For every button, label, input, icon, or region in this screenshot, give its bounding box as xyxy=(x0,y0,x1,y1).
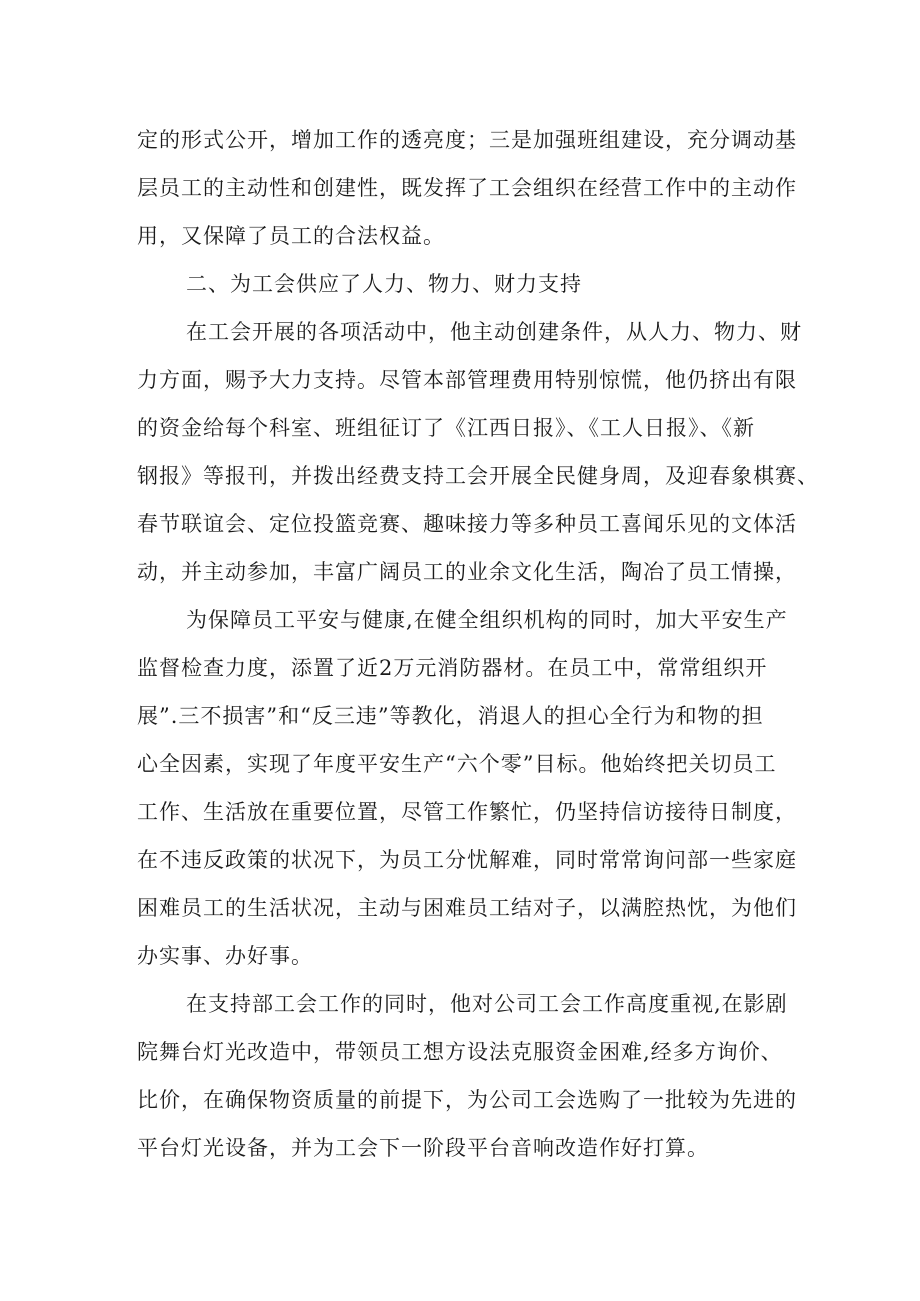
text-line: 困难员工的生活状况，主动与困难员工结对子，以满腔热忱，为他们 xyxy=(137,896,797,920)
text-line: 院舞台灯光改造中，带领员工想方设法克服资金困难,经多方询价、 xyxy=(137,1040,783,1064)
text-line: 定的形式公开，增加工作的透亮度；三是加强班组建设，充分调动基 xyxy=(137,128,797,152)
text-line: 钢报》等报刊，并拨出经费支持工会开展全民健身周，及迎春象棋赛、 xyxy=(137,464,819,488)
text-line: 在支持部工会工作的同时，他对公司工会工作高度重视,在影剧 xyxy=(186,992,788,1016)
text-line: 办实事、办好事。 xyxy=(137,944,313,968)
text-line: 春节联谊会、定位投篮竞赛、趣味接力等多种员工喜闻乐见的文体活 xyxy=(137,512,797,536)
text-line: 为保障员工平安与健康,在健全组织机构的同时，加大平安生产 xyxy=(186,608,788,632)
text-line: 用，又保障了员工的合法权益。 xyxy=(137,224,445,248)
text-line: 展”.三不损害”和“反三违”等教化，消退人的担心全行为和物的担 xyxy=(137,704,764,728)
text-line: 的资金给每个科室、班组征订了《江西日报》、《工人日报》、《新 xyxy=(137,416,755,440)
text-line: 监督检查力度，添置了近2万元消防器材。在员工中，常常组织开 xyxy=(137,656,768,680)
text-line: 工作、生活放在重要位置，尽管工作繁忙，仍坚持信访接待日制度， xyxy=(137,800,797,824)
text-line: 平台灯光设备，并为工会下一阶段平台音响改造作好打算。 xyxy=(137,1136,709,1160)
section-heading: 二、为工会供应了人力、物力、财力支持 xyxy=(186,272,582,296)
text-line: 心全因素，实现了年度平安生产“六个零”目标。他始终把关切员工 xyxy=(137,752,777,776)
text-line: 力方面，赐予大力支持。尽管本部管理费用特别惊慌，他仍挤出有限 xyxy=(137,368,797,392)
text-line: 动，并主动参加，丰富广阔员工的业余文化生活，陶冶了员工情操， xyxy=(137,560,797,584)
text-line: 在不违反政策的状况下，为员工分忧解难，同时常常询问部一些家庭 xyxy=(137,848,797,872)
text-line: 在工会开展的各项活动中，他主动创建条件，从人力、物力、财 xyxy=(186,320,802,344)
text-line: 层员工的主动性和创建性，既发挥了工会组织在经营工作中的主动作 xyxy=(137,176,797,200)
text-line: 比价，在确保物资质量的前提下，为公司工会选购了一批较为先进的 xyxy=(137,1088,797,1112)
